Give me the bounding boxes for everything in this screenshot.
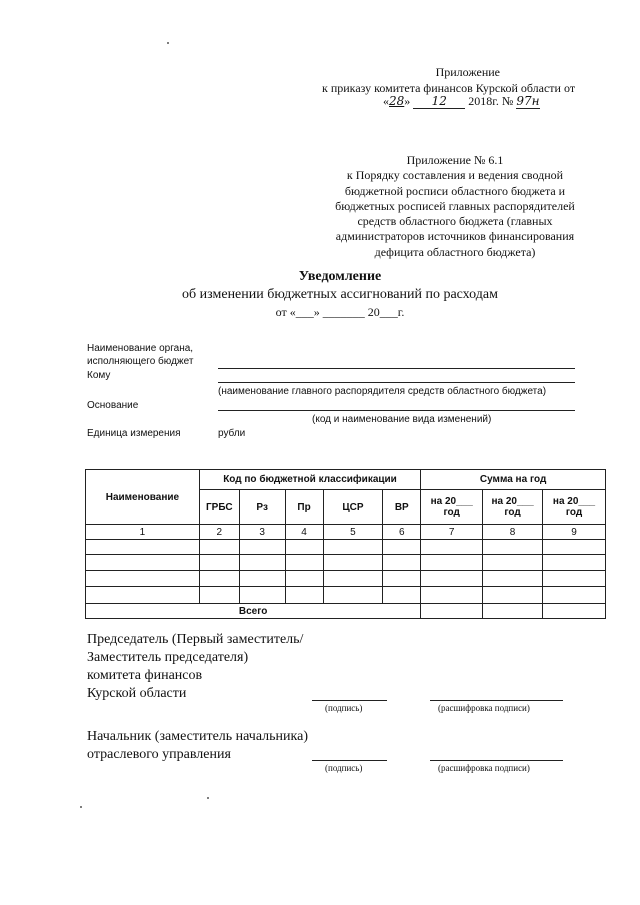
total-label: Всего	[86, 604, 421, 619]
chair-decode-line[interactable]	[430, 700, 563, 701]
handwritten-day: 28	[389, 94, 405, 108]
col-number: 2	[199, 525, 239, 540]
col-grbs-header: ГРБС	[199, 490, 239, 525]
head-line: отраслевого управления	[87, 747, 231, 762]
table-row[interactable]	[86, 555, 606, 571]
head-decode-line[interactable]	[430, 760, 563, 761]
to-label: Кому	[87, 370, 111, 381]
org-label-line: Наименование органа,	[87, 343, 194, 354]
basis-label: Основание	[87, 400, 139, 411]
org-label	[87, 343, 193, 368]
scan-speck	[80, 806, 82, 808]
chair-line: комитета финансов	[87, 668, 203, 683]
col-pr-header: Пр	[285, 490, 323, 525]
code-group-header: Код по бюджетной классификации	[199, 470, 420, 490]
col-rz-header: Рз	[239, 490, 285, 525]
date-open: «	[383, 94, 389, 108]
handwritten-month: 12	[413, 94, 465, 109]
table-row[interactable]	[86, 571, 606, 587]
basis-field-line[interactable]	[218, 410, 575, 411]
col-number: 8	[483, 525, 543, 540]
col-number: 9	[543, 525, 606, 540]
head-block	[87, 728, 308, 764]
col-number: 4	[285, 525, 323, 540]
head-sign-hint: (подпись)	[325, 763, 363, 773]
col-number: 3	[239, 525, 285, 540]
head-line: Начальник (заместитель начальника)	[87, 729, 308, 744]
unit-label: Единица измерения	[87, 428, 181, 439]
appendix-line: администраторов источников финансирования	[335, 229, 575, 244]
col-csr-header: ЦСР	[323, 490, 383, 525]
appendix-line: к Порядку составления и ведения сводной	[346, 168, 564, 183]
unit-value: рубли	[218, 428, 246, 439]
column-numbers-row	[86, 525, 606, 540]
chair-sign-line[interactable]	[312, 700, 387, 701]
chair-sign-hint: (подпись)	[325, 703, 363, 713]
appendix-line: бюджетной росписи областного бюджета и	[344, 183, 566, 198]
chair-line: Курской области	[87, 686, 187, 701]
approval-line: к приказу комитета финансов Курской области от	[322, 81, 576, 95]
chair-line: Председатель (Первый заместитель/	[87, 632, 304, 647]
table-row[interactable]	[86, 587, 606, 604]
col-year2-header: на 20___ год	[483, 490, 543, 525]
col-year1-header: на 20___ год	[421, 490, 483, 525]
col-number: 1	[86, 525, 200, 540]
document-subtitle: об изменении бюджетных ассигнований по расходам	[182, 287, 498, 302]
head-sign-line[interactable]	[312, 760, 387, 761]
org-label-line: исполняющего бюджет	[87, 355, 194, 367]
appendix-line: средств областного бюджета (главных	[357, 214, 553, 229]
total-row	[86, 604, 606, 619]
col-number: 5	[323, 525, 383, 540]
col-vr-header: ВР	[383, 490, 421, 525]
chair-decode-hint: (расшифровка подписи)	[438, 703, 530, 713]
chair-line: Заместитель председателя)	[87, 650, 249, 665]
appendix-line: бюджетных росписей главных распорядителей	[335, 198, 575, 213]
approval-title: Приложение	[435, 65, 500, 79]
document-title: Уведомление	[298, 269, 382, 284]
approval-date	[383, 94, 540, 109]
appendix-title: Приложение № 6.1	[406, 153, 504, 167]
col-name-header: Наименование	[86, 470, 200, 525]
to-field-line[interactable]	[218, 382, 575, 383]
date-close: »	[404, 94, 411, 108]
document-date: от «___» _______ 20___г.	[275, 305, 405, 319]
col-number: 6	[383, 525, 421, 540]
basis-hint: (код и наименование вида изменений)	[312, 414, 492, 425]
appendix-block	[325, 153, 585, 260]
appendix-line: дефицита областного бюджета)	[374, 244, 536, 259]
col-number: 7	[421, 525, 483, 540]
scan-speck	[207, 797, 209, 799]
org-field-line[interactable]	[218, 368, 575, 369]
approval-year: 2018г. №	[468, 94, 514, 108]
table-row[interactable]	[86, 540, 606, 555]
head-decode-hint: (расшифровка подписи)	[438, 763, 530, 773]
sum-group-header: Сумма на год	[421, 470, 606, 490]
handwritten-number: 97н	[516, 94, 540, 108]
to-hint: (наименование главного распорядителя средств областного бюджета)	[218, 386, 547, 397]
budget-table	[85, 469, 606, 619]
chair-block	[87, 631, 303, 703]
col-year3-header: на 20___ год	[543, 490, 606, 525]
scan-speck	[167, 42, 169, 44]
